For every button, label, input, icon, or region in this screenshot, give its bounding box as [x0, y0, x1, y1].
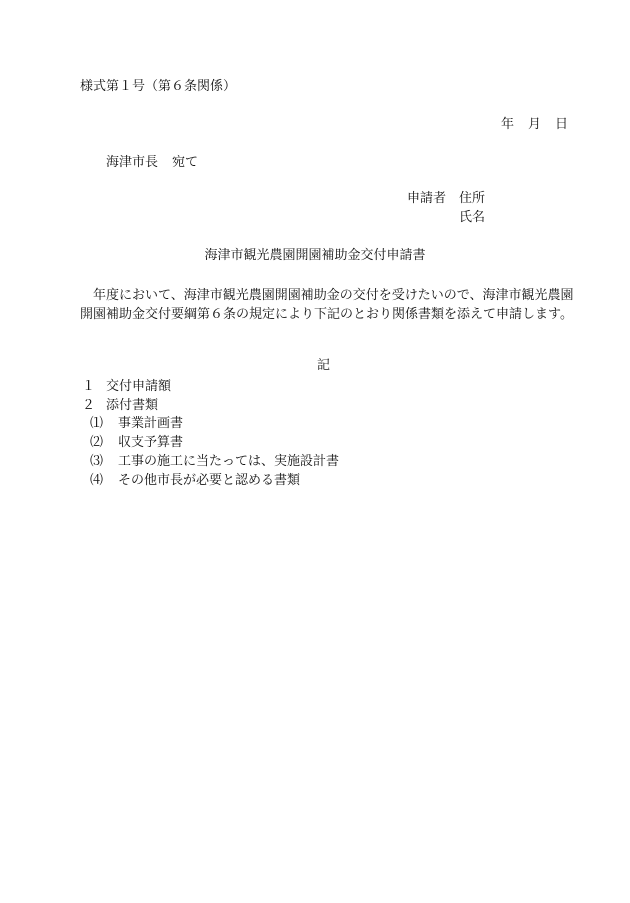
item-label: 添付書類	[106, 398, 159, 413]
attachment-number: ⑶	[90, 454, 104, 469]
attachment-number: ⑴	[90, 416, 104, 431]
date-day: 日	[554, 117, 568, 132]
date-month: 月	[527, 117, 541, 132]
addressee	[106, 154, 198, 173]
ki-heading: 記	[317, 358, 331, 373]
attachment-label: 事業計画書	[118, 416, 184, 431]
attachment-item	[90, 415, 183, 434]
item-number: １	[82, 379, 96, 394]
date-year: 年	[500, 117, 514, 132]
list-item-attachments	[82, 397, 158, 416]
form-number: 様式第１号（第６条関係）	[80, 79, 237, 94]
list-item-application-amount	[82, 378, 171, 397]
addressee-name: 海津市長	[106, 155, 159, 170]
addressee-suffix: 宛て	[172, 155, 199, 170]
item-label: 交付申請額	[106, 379, 172, 394]
applicant-label: 申請者	[407, 191, 447, 206]
attachment-number: ⑵	[90, 435, 104, 450]
attachment-label: 工事の施工に当たっては、実施設計書	[118, 454, 340, 469]
applicant-address-label: 住所	[459, 191, 486, 206]
attachment-label: 収支予算書	[118, 435, 184, 450]
body-paragraph: 年度において、海津市観光農園開園補助金の交付を受けたいので、海津市観光農園開園補助金交付要綱第６条の規定により下記のとおり関係書類を添えて申請します。	[80, 288, 574, 322]
attachment-label: その他市長が必要と認める書類	[118, 473, 301, 488]
attachment-item	[90, 472, 300, 491]
document-title: 海津市観光農園開園補助金交付申請書	[204, 248, 426, 263]
attachment-item	[90, 434, 183, 453]
attachment-number: ⑷	[90, 473, 104, 488]
item-number: ２	[82, 398, 96, 413]
attachment-item	[90, 453, 339, 472]
applicant-name-label: 氏名	[459, 210, 486, 225]
date-line	[487, 116, 568, 135]
